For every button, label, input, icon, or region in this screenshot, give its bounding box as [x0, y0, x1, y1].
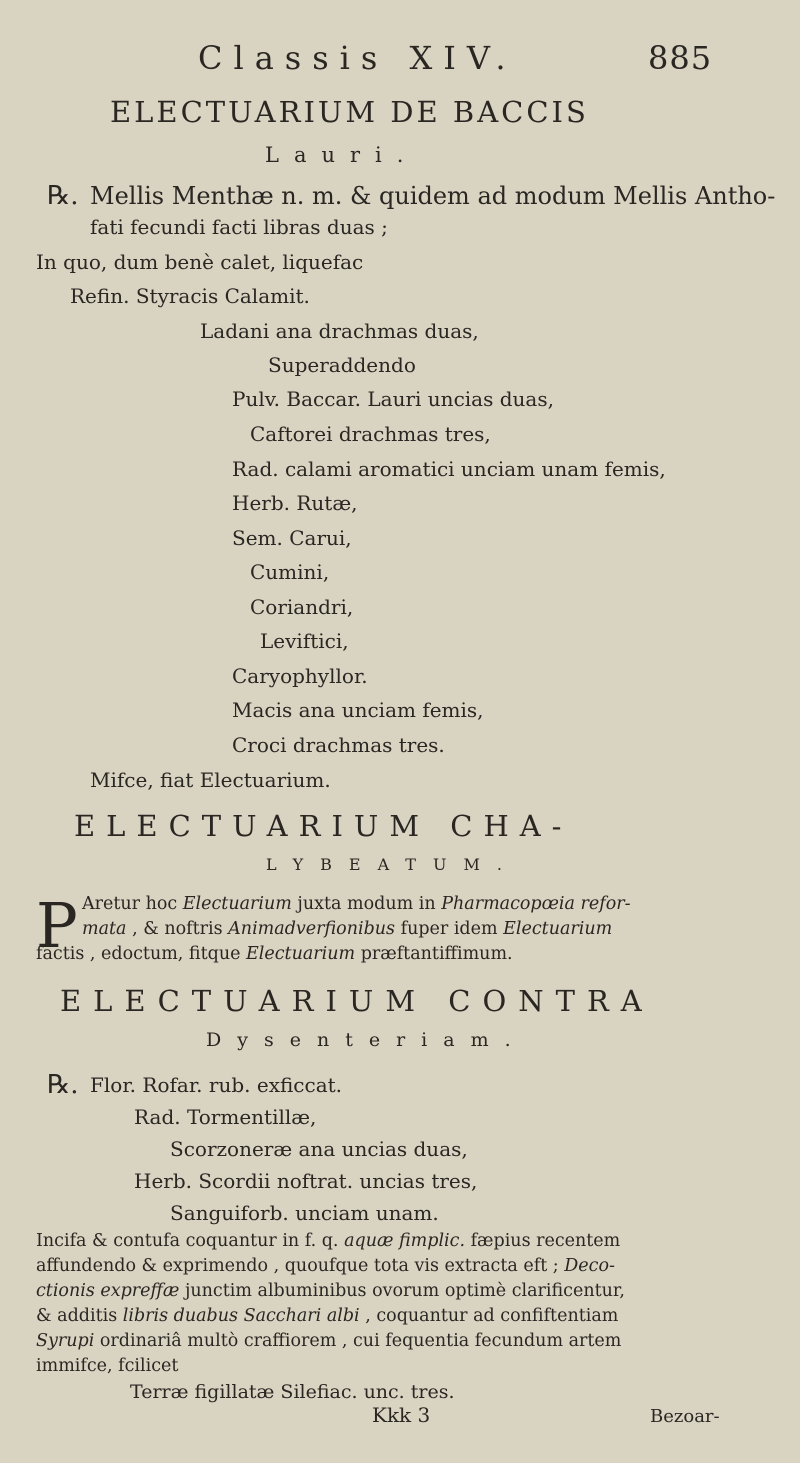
paragraph-line: affundendo & exprimendo , quoufque tota vis extracta eft ; Deco- [36, 1256, 615, 1276]
recipe-line: In quo, dum benè calet, liquefac [36, 250, 364, 274]
recipe-line: Leviftici, [260, 629, 349, 653]
section-subtitle: LYBEATUM. [266, 855, 519, 874]
recipe-line: Mifce, fiat Electuarium. [90, 768, 331, 792]
recipe-line: Herb. Rutæ, [232, 491, 358, 515]
recipe-line: Rad. Tormentillæ, [134, 1105, 317, 1129]
recipe-line: Cumini, [250, 560, 330, 584]
recipe-line: Mellis Menthæ n. m. & quidem ad modum Mellis Antho- [90, 182, 776, 210]
recipe-line: Macis ana unciam femis, [232, 698, 484, 722]
recipe-line: Rad. calami aromatici unciam unam femis, [232, 457, 666, 481]
paragraph-line: Incifa & contufa coquantur in f. q. aquæ fimplic. fæpius recentem [36, 1231, 621, 1251]
recipe-line: Sanguiforb. unciam unam. [170, 1201, 439, 1225]
section-subtitle: Lauri. [265, 143, 419, 167]
section-subtitle: Dysenteriam. [206, 1029, 527, 1051]
recipe-symbol: ℞. [47, 181, 79, 211]
drop-cap: P [36, 889, 78, 962]
paragraph-line: Aretur hoc Electuarium juxta modum in Pharmacopœia refor- [82, 894, 631, 914]
recipe-line: Herb. Scordii noftrat. uncias tres, [134, 1169, 478, 1193]
recipe-line: Croci drachmas tres. [232, 733, 445, 757]
section-title: ELECTUARIUM CONTRA [60, 984, 654, 1018]
paragraph-line: & additis libris duabus Sacchari albi , coquantur ad confiftentiam [36, 1306, 619, 1326]
signature-mark: Kkk 3 [372, 1403, 431, 1427]
recipe-line: Ladani ana drachmas duas, [200, 319, 479, 343]
recipe-symbol: ℞. [47, 1070, 79, 1100]
section-title: ELECTUARIUM CHA- [74, 809, 573, 843]
catchword: Bezoar- [650, 1406, 720, 1427]
recipe-line: Superaddendo [268, 353, 416, 377]
section-title: ELECTUARIUM DE BACCIS [110, 95, 589, 129]
paragraph-line: mata , & noftris Animadverfionibus fuper idem Electuarium [82, 919, 613, 939]
page-number: 885 [648, 39, 713, 77]
recipe-line: Pulv. Baccar. Lauri uncias duas, [232, 387, 554, 411]
recipe-line: Scorzoneræ ana uncias duas, [170, 1137, 468, 1161]
recipe-line: Sem. Carui, [232, 526, 352, 550]
recipe-line: Caftorei drachmas tres, [250, 422, 491, 446]
paragraph-line: Syrupi ordinariâ multò craffiorem , cui fequentia fecundum artem [36, 1331, 622, 1351]
recipe-line: Terræ figillatæ Silefiac. unc. tres. [130, 1381, 455, 1403]
recipe-line: Refin. Styracis Calamit. [70, 284, 310, 308]
paragraph-line: factis , edoctum, fitque Electuarium præftantiffimum. [36, 944, 513, 964]
paragraph-line: immifce, fcilicet [36, 1356, 179, 1376]
paragraph-line: ctionis expreffæ junctim albuminibus ovorum optimè clarificentur, [36, 1281, 625, 1301]
recipe-line: Coriandri, [250, 595, 354, 619]
recipe-line: Caryophyllor. [232, 664, 368, 688]
recipe-line: Flor. Rofar. rub. exficcat. [90, 1073, 343, 1097]
running-head: Classis XIV. [198, 39, 517, 77]
recipe-line: fati fecundi facti libras duas ; [90, 215, 388, 239]
